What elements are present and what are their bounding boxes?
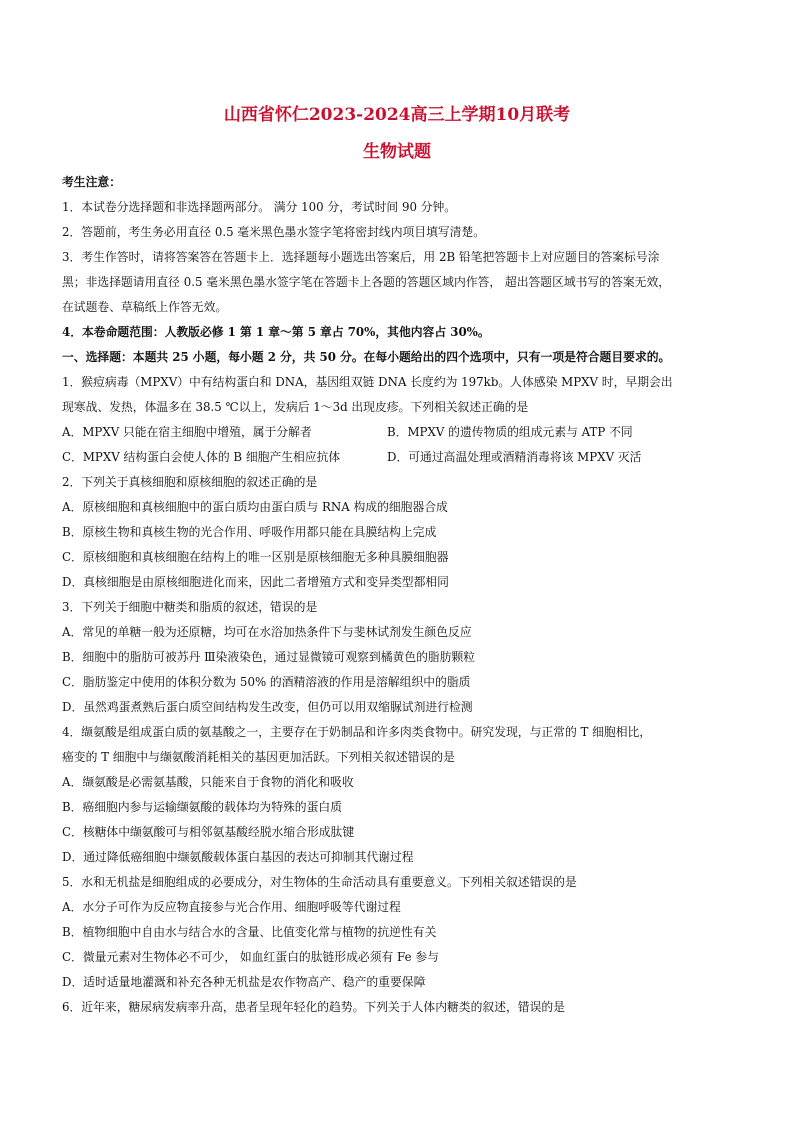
q2-option-b: B．原核生物和真核生物的光合作用、呼吸作用都只能在具膜结构上完成 — [62, 525, 437, 539]
note-2: 2．答题前，考生务必用直径 0.5 毫米黑色墨水签字笔将密封线内项目填写清楚。 — [62, 225, 486, 239]
q1-stem-2: 现寒战、发热，体温多在 38.5 ℃以上，发病后 1～3d 出现皮疹。下列相关叙述正确的是 — [62, 400, 529, 414]
q1-option-b: B．MPXV 的遗传物质的组成元素与 ATP 不同 — [387, 425, 633, 439]
section-heading: 一、选择题：本题共 25 小题，每小题 2 分，共 50 分。在每小题给出的四个选项中，只有一项是符合题目要求的。 — [62, 350, 671, 364]
q1-option-d: D．可通过高温处理或酒精消毒将该 MPXV 灭活 — [387, 450, 642, 464]
q4-stem-2: 癌变的 T 细胞中与缬氨酸消耗相关的基因更加活跃。下列相关叙述错误的是 — [62, 750, 455, 764]
q2-option-c: C．原核细胞和真核细胞在结构上的唯一区别是原核细胞无多种具膜细胞器 — [62, 550, 449, 564]
q2-option-a: A．原核细胞和真核细胞中的蛋白质均由蛋白质与 RNA 构成的细胞器合成 — [62, 500, 448, 514]
q5-option-a: A．水分子可作为反应物直接参与光合作用、细胞呼吸等代谢过程 — [62, 900, 401, 914]
q3-option-c: C．脂肪鉴定中使用的体积分数为 50% 的酒精溶液的作用是溶解组织中的脂质 — [62, 675, 471, 689]
q4-option-c: C．核糖体中缬氨酸可与相邻氨基酸经脱水缩合形成肽键 — [62, 825, 355, 839]
note-1: 1．本试卷分选择题和非选择题两部分。 满分 100 分，考试时间 90 分钟。 — [62, 200, 457, 214]
note-4: 4．本卷命题范围：人教版必修 1 第 1 章～第 5 章占 70%，其他内容占 30%。 — [62, 325, 490, 339]
q2-stem: 2．下列关于真核细胞和原核细胞的叙述正确的是 — [62, 475, 318, 489]
q6-stem: 6．近年来，糖尿病发病率升高，患者呈现年轻化的趋势。下列关于人体内糖类的叙述，错误的是 — [62, 1000, 565, 1014]
q5-stem: 5．水和无机盐是细胞组成的必要成分，对生物体的生命活动具有重要意义。下列相关叙述错误的是 — [62, 875, 577, 889]
q1-option-c: C．MPXV 结构蛋白会使人体的 B 细胞产生相应抗体 — [62, 450, 341, 464]
q4-option-d: D．通过降低癌细胞中缬氨酸载体蛋白基因的表达可抑制其代谢过程 — [62, 850, 414, 864]
q2-option-d: D．真核细胞是由原核细胞进化而来，因此二者增殖方式和变异类型都相同 — [62, 575, 449, 589]
exam-subject: 生物试题 — [363, 142, 431, 162]
q3-stem: 3．下列关于细胞中糖类和脂质的叙述，错误的是 — [62, 600, 318, 614]
q1-option-a: A．MPXV 只能在宿主细胞中增殖，属于分解者 — [62, 425, 312, 439]
note-3-line-2: 黑；非选择题请用直径 0.5 毫米黑色墨水签字笔在答题卡上各题的答题区域内作答， 超出答题区域书写的答案无效， — [62, 275, 671, 289]
q5-option-b: B．植物细胞中自由水与结合水的含量、比值变化常与植物的抗逆性有关 — [62, 925, 437, 939]
q3-option-d: D．虽然鸡蛋煮熟后蛋白质空间结构发生改变，但仍可以用双缩脲试剂进行检测 — [62, 700, 473, 714]
q3-option-a: A．常见的单糖一般为还原糖，均可在水浴加热条件下与斐林试剂发生颜色反应 — [62, 625, 472, 639]
exam-title: 山西省怀仁2023-2024高三上学期10月联考 — [223, 105, 571, 125]
q5-option-c: C．微量元素对生物体必不可少， 如血红蛋白的肽链形成必须有 Fe 参与 — [62, 950, 439, 964]
q4-stem-1: 4．缬氨酸是组成蛋白质的氨基酸之一，主要存在于奶制品和许多肉类食物中。研究发现，与正常的 T 细胞相比， — [62, 725, 652, 739]
q4-option-b: B．癌细胞内参与运输缬氨酸的载体均为特殊的蛋白质 — [62, 800, 342, 814]
q4-option-a: A．缬氨酸是必需氨基酸，只能来自于食物的消化和吸收 — [62, 775, 354, 789]
note-3-line-3: 在试题卷、草稿纸上作答无效。 — [62, 300, 228, 314]
note-3-line-1: 3．考生作答时，请将答案答在答题卡上．选择题每小题选出答案后，用 2B 铅笔把答题卡上对应题目的答案标号涂 — [62, 250, 660, 264]
notes-heading: 考生注意： — [62, 175, 121, 189]
q3-option-b: B．细胞中的脂肪可被苏丹 Ⅲ染液染色，通过显微镜可观察到橘黄色的脂肪颗粒 — [62, 650, 476, 664]
q5-option-d: D．适时适量地灌溉和补充各种无机盐是农作物高产、稳产的重要保障 — [62, 975, 426, 989]
q1-stem-1: 1．猴痘病毒（MPXV）中有结构蛋白和 DNA，基因组双链 DNA 长度约为 197kb。人体感染 MPXV 时，早期会出 — [62, 375, 673, 389]
